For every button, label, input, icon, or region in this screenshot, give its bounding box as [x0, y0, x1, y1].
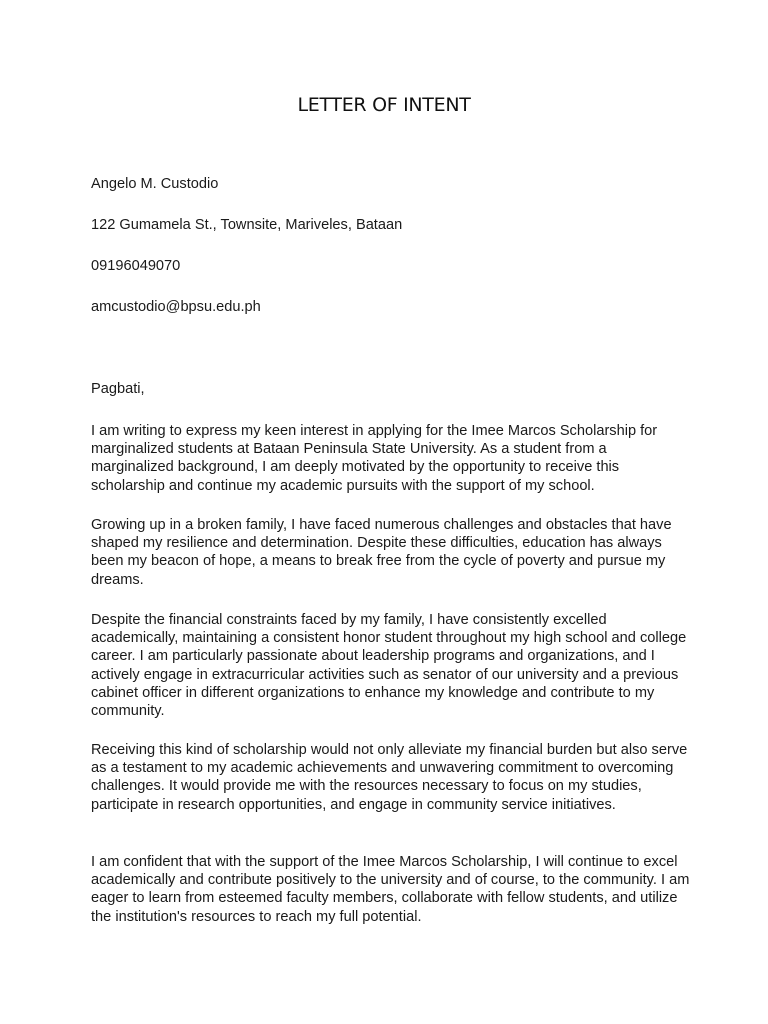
body-paragraph-1: I am writing to express my keen interest in applying for the Imee Marcos Scholarship for marginalized students at Bataan Peninsula State University. As a student from a marginalized background, I am deeply motivated by the opportunity to receive this scholarship and continue my academic pursuits with the support of my school. [91, 423, 658, 494]
body-paragraph-2: Growing up in a broken family, I have faced numerous challenges and obstacles that have shaped my resilience and determination. Despite these difficulties, education has always been my beacon of hope, a means to break free from the cycle of poverty and pursue my dreams. [91, 517, 672, 588]
body-paragraph-4: Receiving this kind of scholarship would not only alleviate my financial burden but also serve as a testament to my academic achievements and unwavering commitment to overcoming challenges. It would provide me with the resources necessary to focus on my studies, participate in research opportunities, and engage in community service initiatives. [91, 742, 688, 813]
body-paragraph-3: Despite the financial constraints faced by my family, I have consistently excelled academically, maintaining a consistent honor student throughout my high school and college career. I am particularly passionate about leadership programs and organizations, and I actively engage in extracurricular activities such as senator of our university and a previous cabinet officer in different organizations to enhance my knowledge and contribute to my community. [91, 612, 687, 720]
sender-name: Angelo M. Custodio [91, 176, 219, 192]
salutation: Pagbati, [91, 381, 145, 397]
body-paragraph-5: I am confident that with the support of the Imee Marcos Scholarship, I will continue to excel academically and contribute positively to the university and of course, to the community. I am eager to learn from esteemed faculty members, collaborate with fellow students, and utilize the institution's resources to reach my full potential. [91, 854, 690, 925]
sender-email: amcustodio@bpsu.edu.ph [91, 299, 261, 315]
sender-phone: 09196049070 [91, 258, 181, 274]
document-title: LETTER OF INTENT [297, 94, 471, 116]
sender-address: 122 Gumamela St., Townsite, Mariveles, Bataan [91, 217, 403, 233]
